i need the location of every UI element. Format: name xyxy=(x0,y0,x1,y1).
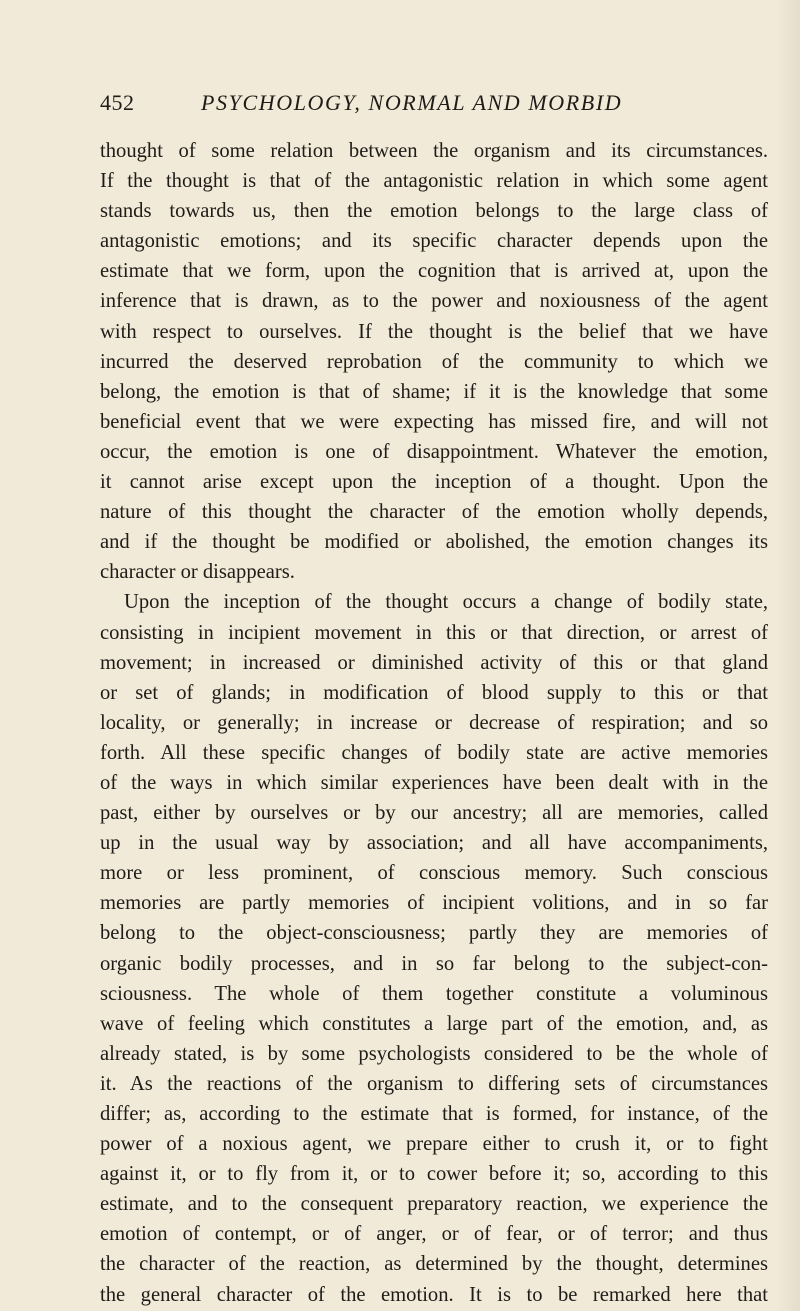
text-line: inference that is drawn, as to the power and noxiousness of the agent xyxy=(100,290,768,313)
text-line: Upon the inception of the thought occurs a change of bodily state, xyxy=(124,591,768,614)
text-line: it. As the reactions of the organism to differing sets of circumstances xyxy=(100,1072,768,1095)
text-line: and if the thought be modified or abolished, the emotion changes its xyxy=(100,531,768,554)
text-line: already stated, is by some psychologists considered to be the whole of xyxy=(100,1042,768,1065)
text-line: belong, the emotion is that of shame; if it is the knowledge that some xyxy=(100,380,768,403)
text-line: consisting in incipient movement in this or that direction, or arrest of xyxy=(100,621,768,644)
text-line: estimate that we form, upon the cognition that is arrived at, upon the xyxy=(100,260,768,283)
text-line: with respect to ourselves. If the thought is the belief that we have xyxy=(100,320,768,343)
page-edge-shadow xyxy=(776,0,800,1311)
text-line: beneficial event that we were expecting has missed fire, and will not xyxy=(100,410,768,433)
text-line: belong to the object-consciousness; partly they are memories of xyxy=(100,922,768,945)
text-line: it cannot arise except upon the inception of a thought. Upon the xyxy=(100,471,768,494)
text-line: sciousness. The whole of them together constitute a voluminous xyxy=(100,982,768,1005)
text-line: character or disappears. xyxy=(100,561,295,584)
text-line: past, either by ourselves or by our ancestry; all are memories, called xyxy=(100,802,768,825)
text-line: antagonistic emotions; and its specific character depends upon the xyxy=(100,230,768,253)
text-line: the general character of the emotion. It is to be remarked here that xyxy=(100,1283,768,1306)
text-line: the character of the reaction, as determined by the thought, determines xyxy=(100,1253,768,1276)
text-line: thought of some relation between the organism and its circumstances. xyxy=(100,140,768,162)
text-line: occur, the emotion is one of disappointment. Whatever the emotion, xyxy=(100,440,768,463)
text-line: movement; in increased or diminished activity of this or that gland xyxy=(100,651,768,674)
running-title: PSYCHOLOGY, NORMAL AND MORBID xyxy=(201,90,623,115)
text-line: power of a noxious agent, we prepare either to crush it, or to fight xyxy=(100,1133,768,1156)
text-line: estimate, and to the consequent preparatory reaction, we experience the xyxy=(100,1193,768,1216)
text-line: or set of glands; in modification of blood supply to this or that xyxy=(100,681,768,704)
text-line: If the thought is that of the antagonistic relation in which some agent xyxy=(100,170,768,193)
text-line: organic bodily processes, and in so far belong to the subject-con- xyxy=(100,952,768,975)
text-line: forth. All these specific changes of bodily state are active memories xyxy=(100,741,768,764)
paragraph-continuation xyxy=(100,136,768,587)
text-line: differ; as, according to the estimate that is formed, for instance, of the xyxy=(100,1103,768,1125)
body-text xyxy=(100,136,768,1310)
text-line: of the ways in which similar experiences have been dealt with in the xyxy=(100,771,768,794)
page-number: 452 xyxy=(100,90,135,115)
paragraph-bodily-state xyxy=(100,587,768,1309)
text-line: more or less prominent, of conscious memory. Such conscious xyxy=(100,862,768,885)
text-line: up in the usual way by association; and all have accompaniments, xyxy=(100,832,768,855)
text-line: nature of this thought the character of the emotion wholly depends, xyxy=(100,501,768,524)
text-line: locality, or generally; in increase or decrease of respiration; and so xyxy=(100,711,768,734)
running-head xyxy=(100,90,760,120)
text-line: stands towards us, then the emotion belongs to the large class of xyxy=(100,200,768,223)
text-line: wave of feeling which constitutes a large part of the emotion, and, as xyxy=(100,1012,768,1035)
text-line: emotion of contempt, or of anger, or of fear, or of terror; and thus xyxy=(100,1223,768,1246)
text-line: incurred the deserved reprobation of the community to which we xyxy=(100,350,768,373)
text-line: against it, or to fly from it, or to cower before it; so, according to this xyxy=(100,1163,768,1186)
text-line: memories are partly memories of incipient volitions, and in so far xyxy=(100,892,768,915)
